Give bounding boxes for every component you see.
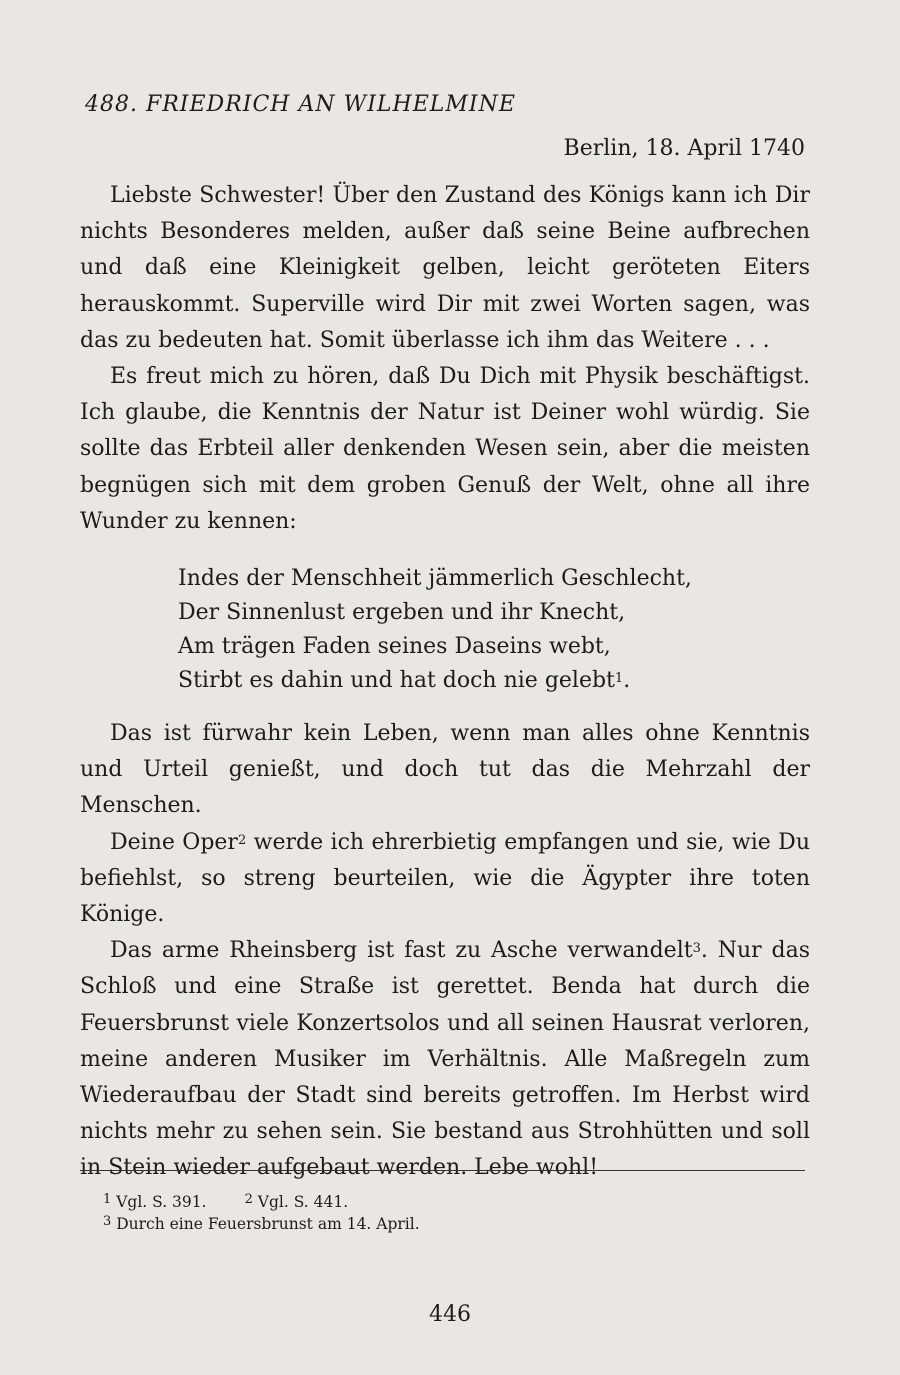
footnote-line-1 xyxy=(103,1191,420,1213)
paragraph-4-end: werde ich ehrerbietig empfangen und sie, wie Du befiehlst, so streng beurteilen, wie die Ägypter ihre toten Könige. xyxy=(80,829,810,928)
footnotes xyxy=(103,1191,420,1235)
footnote-marker-2: 2 xyxy=(244,1192,253,1207)
paragraph-5-start: Das arme Rheinsberg ist fast zu Asche verwandelt xyxy=(110,938,693,964)
paragraph-2: Es freut mich zu hören, daß Du Dich mit Physik beschäftigst. Ich glaube, die Kenntnis der Natur ist Deiner wohl würdig. Sie sollte das Erbteil aller denkenden Wesen sein, aber die meisten begnügen sich mit dem groben Genuß der Welt, ohne all ihre Wunder zu kennen: xyxy=(80,364,810,534)
paragraph-3: Das ist fürwahr kein Leben, wenn man alles ohne Kenntnis und Urteil genießt, und doch tut das die Mehrzahl der Menschen. xyxy=(80,721,810,819)
footnote-divider xyxy=(80,1170,805,1171)
letter-body xyxy=(80,178,810,1187)
footnote-line-2 xyxy=(103,1213,420,1235)
footnote-1: Vgl. S. 391. xyxy=(111,1193,207,1211)
footnote-marker-1: 1 xyxy=(103,1192,112,1207)
poem-line-4: Stirbt es dahin und hat doch nie gelebt$^1$. xyxy=(178,668,631,694)
poem-quote xyxy=(178,562,810,698)
poem-line-2: Der Sinnenlust ergeben und ihr Knecht, xyxy=(178,600,626,626)
poem-line-3: Am trägen Faden seines Daseins webt, xyxy=(178,634,611,660)
poem-line-1: Indes der Menschheit jämmerlich Geschlecht, xyxy=(178,566,692,592)
dateline: Berlin, 18. April 1740 xyxy=(563,136,805,161)
footnote-ref-1: 1 xyxy=(614,671,624,687)
footnote-2: Vgl. S. 441. xyxy=(252,1193,349,1211)
footnote-ref-2: 2 xyxy=(237,832,247,848)
footnote-marker-3: 3 xyxy=(103,1214,112,1229)
footnote-ref-3: 3 xyxy=(692,941,701,957)
page-number: 446 xyxy=(429,1302,471,1327)
letter-heading: 488. FRIEDRICH AN WILHELMINE xyxy=(85,92,516,117)
paragraph-1: Liebste Schwester! Über den Zustand des Königs kann ich Dir nichts Besonderes melden, außer daß seine Beine aufbrechen und daß eine Kleinigkeit gelben, leicht geröteten Eiters herauskommt. Superville wird Dir mit zwei Worten sagen, was das zu bedeuten hat. Somit überlasse ich ihm das Weitere . . . xyxy=(80,183,810,353)
paragraph-4-start: Deine Oper xyxy=(110,829,238,855)
paragraph-5 xyxy=(80,933,810,1186)
footnote-3: Durch eine Feuersbrunst am 14. April. xyxy=(111,1215,420,1233)
paragraph-5-end: . Nur das Schloß und eine Straße ist gerettet. Benda hat durch die Feuersbrunst viele Konzertsolos und all seinen Hausrat verloren, meine anderen Musiker im Verhältnis. Alle Maßregeln zum Wiederaufbau der Stadt sind bereits getroffen. Im Herbst wird nichts mehr zu sehen sein. Sie bestand aus Strohhütten und soll in Stein wieder aufgebaut werden. Lebe wohl! xyxy=(80,938,810,1181)
poem-line-4-text: Stirbt es dahin und hat doch nie gelebt xyxy=(178,668,615,694)
paragraph-4 xyxy=(80,825,810,934)
